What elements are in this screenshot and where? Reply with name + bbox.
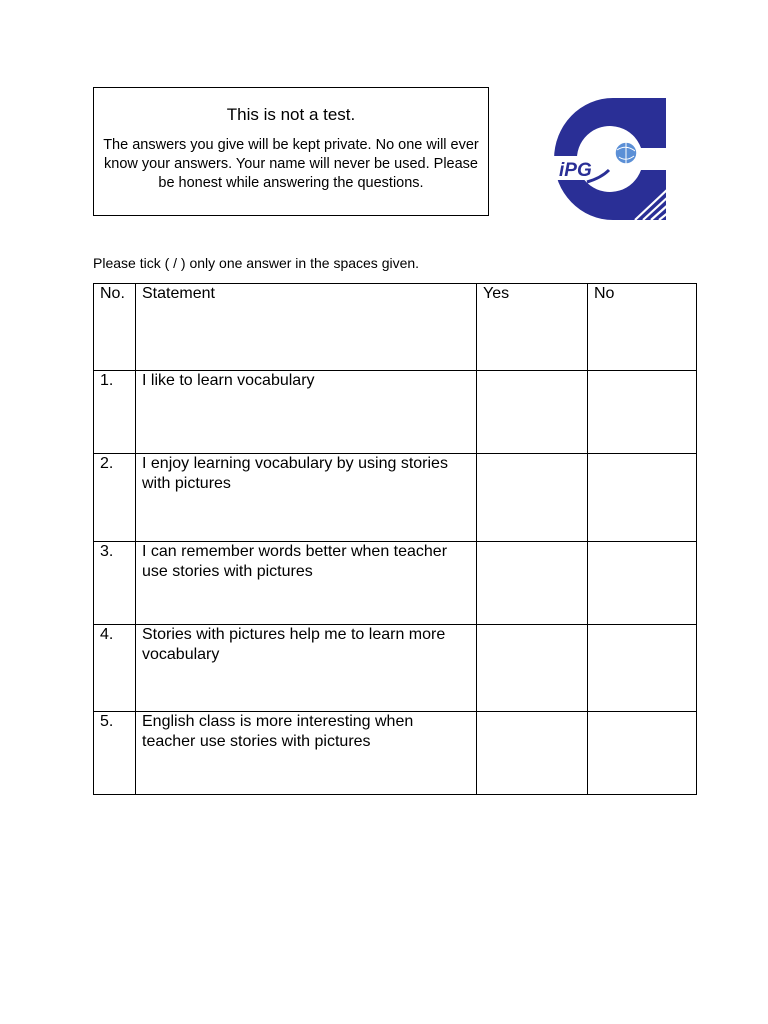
header-statement: Statement xyxy=(136,284,477,371)
table-header-row xyxy=(94,284,697,371)
row-statement: I like to learn vocabulary xyxy=(136,371,477,454)
header-no-answer: No xyxy=(588,284,697,371)
yes-answer-cell[interactable] xyxy=(477,371,588,454)
no-answer-cell[interactable] xyxy=(588,454,697,542)
yes-answer-cell[interactable] xyxy=(477,712,588,795)
yes-answer-cell[interactable] xyxy=(477,542,588,625)
no-answer-cell[interactable] xyxy=(588,712,697,795)
row-number: 5. xyxy=(94,712,136,795)
table-row xyxy=(94,454,697,542)
ipg-logo xyxy=(553,96,671,222)
instruction-text: Please tick ( / ) only one answer in the spaces given. xyxy=(93,255,420,271)
yes-answer-cell[interactable] xyxy=(477,625,588,712)
row-number: 2. xyxy=(94,454,136,542)
row-statement: Stories with pictures help me to learn more vocabulary xyxy=(136,625,477,712)
row-number: 1. xyxy=(94,371,136,454)
no-answer-cell[interactable] xyxy=(588,625,697,712)
notice-body: The answers you give will be kept private. No one will ever know your answers. Your name will never be used. Please be honest while answering the questions. xyxy=(103,137,479,191)
no-answer-cell[interactable] xyxy=(588,371,697,454)
table-row xyxy=(94,712,697,795)
notice-box xyxy=(93,87,489,216)
notice-title: This is not a test. xyxy=(226,105,356,124)
table-row xyxy=(94,371,697,454)
row-number: 4. xyxy=(94,625,136,712)
table-row xyxy=(94,625,697,712)
survey-table xyxy=(93,283,697,795)
header-no: No. xyxy=(94,284,136,371)
header-yes: Yes xyxy=(477,284,588,371)
no-answer-cell[interactable] xyxy=(588,542,697,625)
table-row xyxy=(94,542,697,625)
yes-answer-cell[interactable] xyxy=(477,454,588,542)
row-number: 3. xyxy=(94,542,136,625)
logo-text: iPG xyxy=(559,160,592,181)
row-statement: I enjoy learning vocabulary by using stories with pictures xyxy=(136,454,477,542)
row-statement: I can remember words better when teacher use stories with pictures xyxy=(136,542,477,625)
row-statement: English class is more interesting when teacher use stories with pictures xyxy=(136,712,477,795)
